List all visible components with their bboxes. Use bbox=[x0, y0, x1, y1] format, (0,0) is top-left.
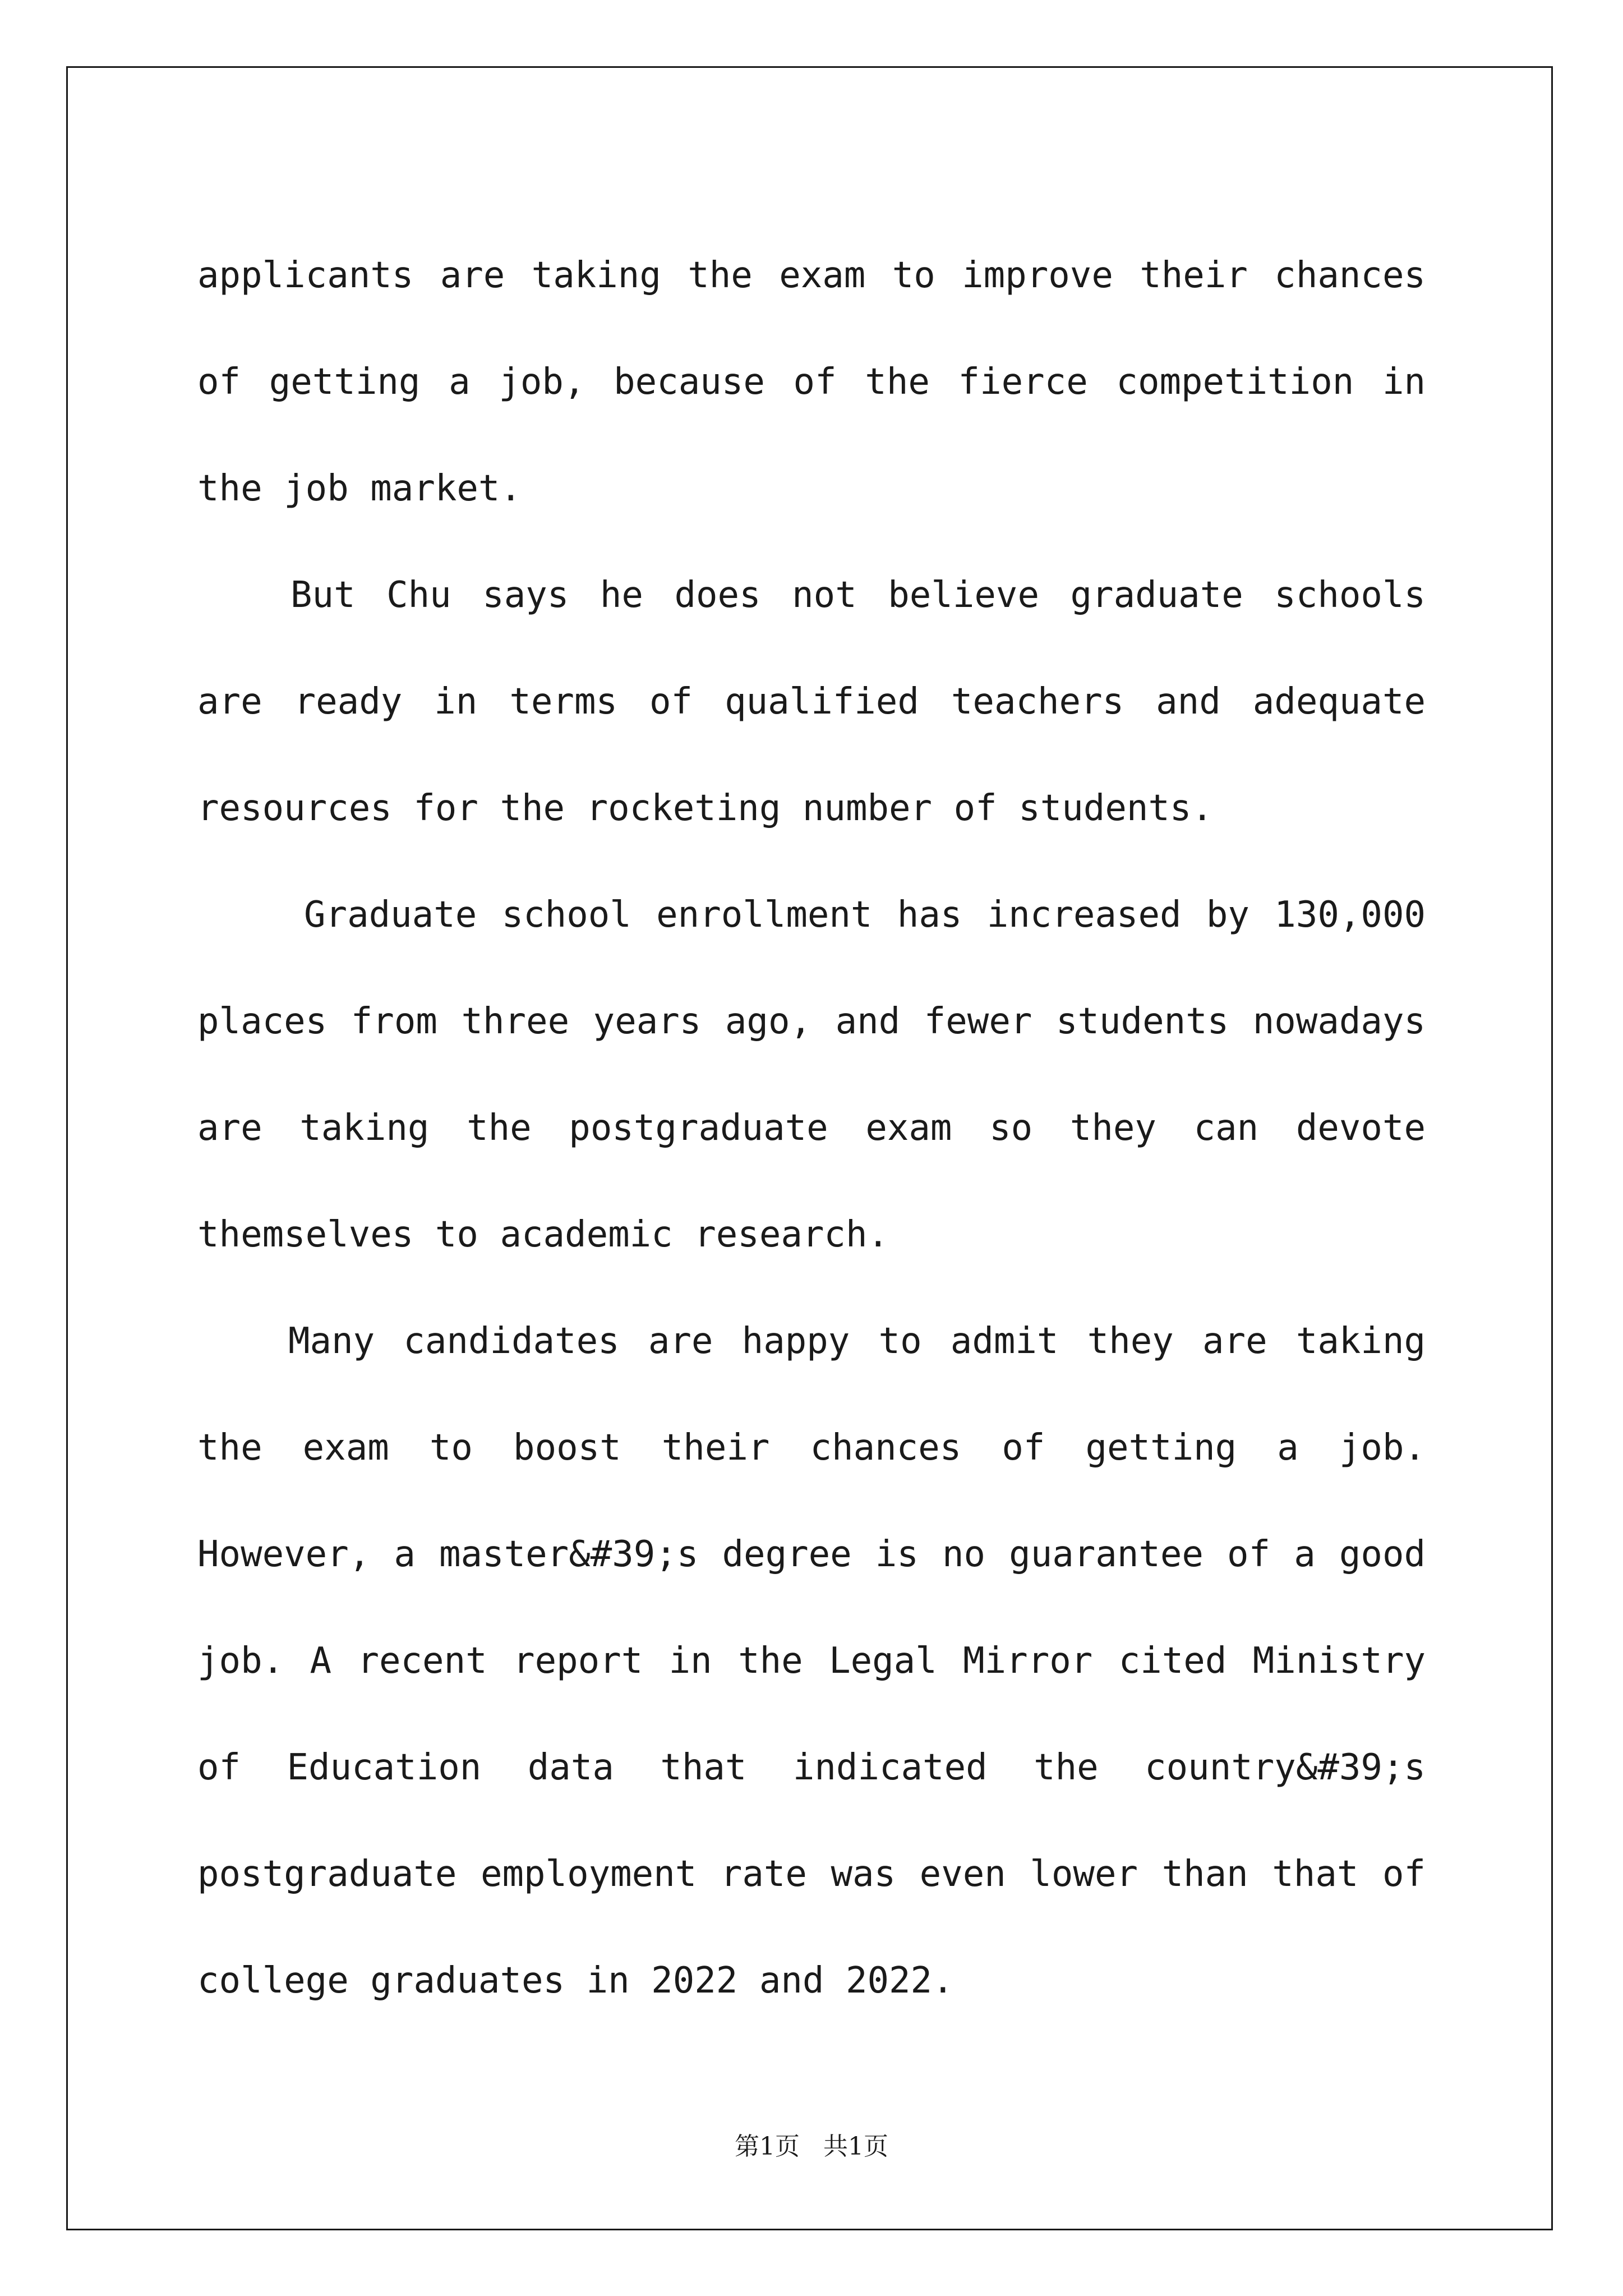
paragraph-1: applicants are taking the exam to improve their chances of getting a job, because of the fierce competition in the job market. bbox=[197, 255, 1426, 509]
paragraph-4: Many candidates are happy to admit they are taking the exam to boost their chances of getting a job. However, a master&#39;s degree is no guarantee of a good job. A recent report in the Legal Mirror cited Ministry of Education data that indicated the country&#39;s postgraduate employment rate was even lower than that of college graduates in 2022 and 2022. bbox=[197, 1320, 1426, 2001]
paragraph-3: Graduate school enrollment has increased by 130,000 places from three years ago, and fewer students nowadays are taking the postgraduate exam so they can devote themselves to academic research. bbox=[197, 894, 1426, 1255]
paragraph-2: But Chu says he does not believe graduate schools are ready in terms of qualified teachers and adequate resources for the rocketing number of students. bbox=[197, 574, 1426, 829]
document-body bbox=[197, 222, 1426, 2034]
page-number-footer: 第1页 共1页 bbox=[735, 2132, 888, 2161]
